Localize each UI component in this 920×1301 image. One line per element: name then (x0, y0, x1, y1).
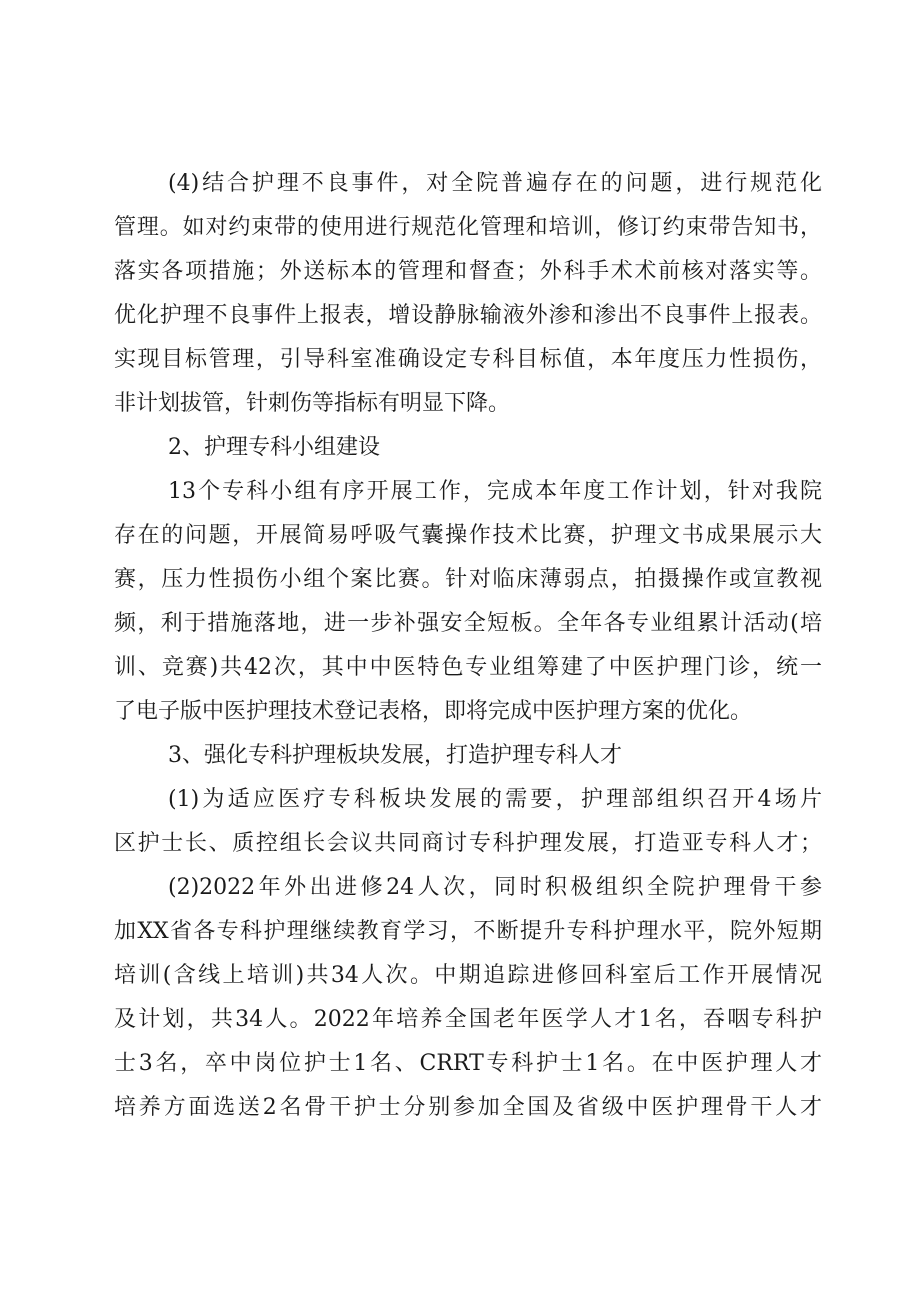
paragraph-4-line-2: 管理。如对约束带的使用进行规范化管理和培训，修订约束带告知书， (114, 215, 822, 240)
section-2-line-2: 存在的问题，开展简易呼吸气囊操作技术比赛，护理文书成果展示大 (114, 523, 822, 548)
item-2-line-3: 培训(含线上培训)共34人次。中期追踪进修回科室后工作开展情况 (114, 963, 822, 988)
item-1-line-2: 区护士长、质控组长会议共同商讨专科护理发展，打造亚专科人才； (114, 831, 822, 856)
item-2-line-6: 培养方面选送2名骨干护士分别参加全国及省级中医护理骨干人才 (114, 1095, 822, 1120)
paragraph-4-line-3: 落实各项措施；外送标本的管理和督查；外科手术术前核对落实等。 (114, 259, 822, 284)
item-2-line-5: 士3名，卒中岗位护士1名、CRRT专科护士1名。在中医护理人才 (114, 1051, 822, 1076)
section-heading-2: 2、护理专科小组建设 (168, 435, 380, 460)
paragraph-4-line-1: (4)结合护理不良事件，对全院普遍存在的问题，进行规范化 (168, 171, 822, 196)
section-2-line-6: 了电子版中医护理技术登记表格，即将完成中医护理方案的优化。 (114, 699, 753, 724)
item-2-line-2: 加XX省各专科护理继续教育学习，不断提升专科护理水平，院外短期 (114, 919, 822, 944)
paragraph-4-line-5: 实现目标管理，引导科室准确设定专科目标值，本年度压力性损伤， (114, 347, 822, 372)
section-2-line-4: 频，利于措施落地，进一步补强安全短板。全年各专业组累计活动(培 (114, 611, 822, 636)
section-2-line-3: 赛，压力性损伤小组个案比赛。针对临床薄弱点，拍摄操作或宣教视 (114, 567, 822, 592)
paragraph-4-line-4: 优化护理不良事件上报表，增设静脉输液外渗和渗出不良事件上报表。 (114, 303, 822, 328)
item-1-line-1: (1)为适应医疗专科板块发展的需要，护理部组织召开4场片 (168, 787, 822, 812)
section-heading-3: 3、强化专科护理板块发展，打造护理专科人才 (168, 743, 622, 768)
paragraph-4-line-6: 非计划拔管，针刺伤等指标有明显下降。 (114, 391, 511, 416)
item-2-line-4: 及计划，共34人。2022年培养全国老年医学人才1名，吞咽专科护 (114, 1007, 822, 1032)
section-2-line-1: 13个专科小组有序开展工作，完成本年度工作计划，针对我院 (168, 479, 822, 504)
section-2-line-5: 训、竞赛)共42次，其中中医特色专业组筹建了中医护理门诊，统一 (114, 655, 822, 680)
item-2-line-1: (2)2022年外出进修24人次，同时积极组织全院护理骨干参 (168, 875, 822, 900)
